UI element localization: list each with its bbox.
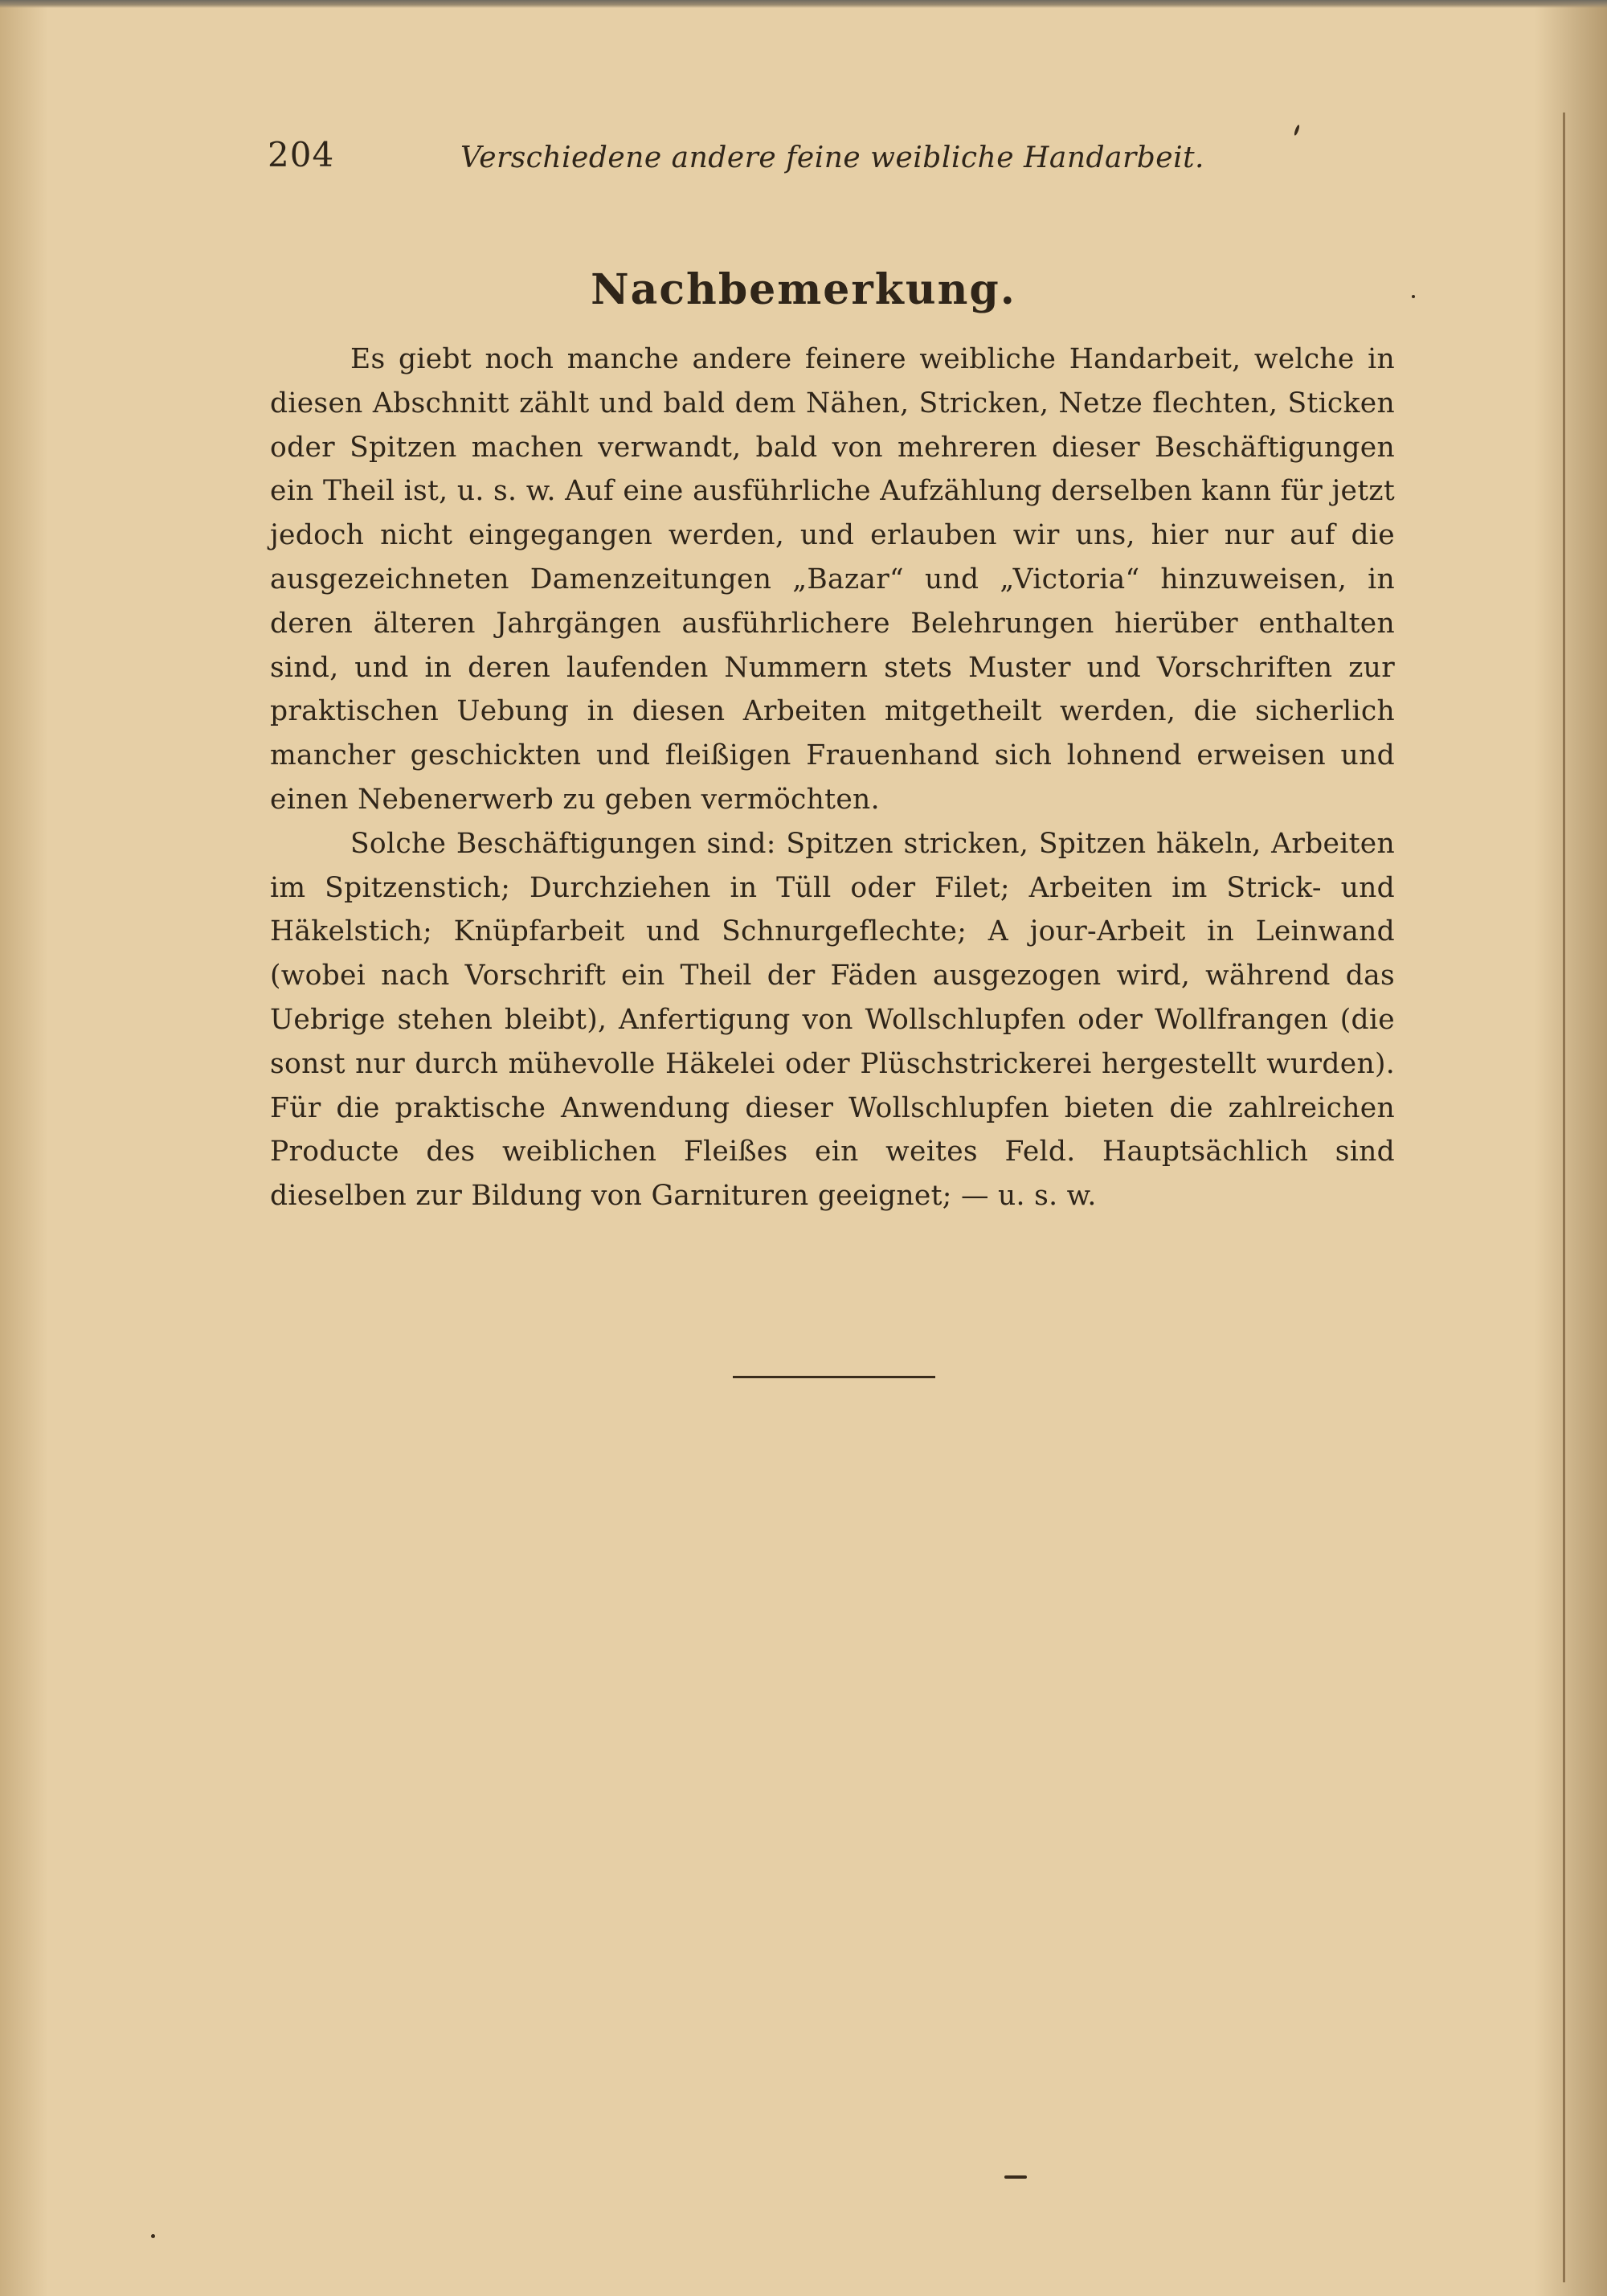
page-header xyxy=(268,135,1392,183)
page-number: 204 xyxy=(268,135,335,174)
top-page-edge xyxy=(0,0,1607,8)
paragraph-2: Solche Beschäftigungen sind: Spitzen stricken, Spitzen häkeln, Arbeiten im Spitzenstich; Durchziehen in Tüll oder Filet; Arbeiten im Strick- und Häkelstich; Knüpfarbeit und Schnurgeflechte; A jour-Arbeit in Leinwand (wobei nach Vorschrift ein Theil der Fäden ausgezogen wird, während das Uebrige stehen bleibt), Anfertigung von Wollschlupfen oder Wollfrangen (die sonst nur durch mühevolle Häkelei oder Plüschstrickerei hergestellt wurden). Für die praktische Anwendung dieser Wollschlupfen bieten die zahlreichen Producte des weiblichen Fleißes ein weites Feld. Hauptsächlich sind dieselben zur Bildung von Garnituren geeignet; — u. s. w. xyxy=(270,827,1395,1213)
paper-speck xyxy=(151,2234,155,2238)
section-title: Nachbemerkung. xyxy=(591,265,1016,314)
running-head: Verschiedene andere feine weibliche Handarbeit. xyxy=(460,141,1204,174)
paragraph-1: Es giebt noch manche andere feinere weibliche Handarbeit, welche in diesen Abschnitt zählt und bald dem Nähen, Stricken, Netze flechten, Sticken oder Spitzen machen verwandt, bald von mehreren dieser Beschäftigungen ein Theil ist, u. s. w. Auf eine ausführliche Aufzählung derselben kann für jetzt jedoch nicht eingegangen werden, und erlauben wir uns, hier nur auf die ausgezeichneten Damenzeitungen „Bazar“ und „Victoria“ hinzuweisen, in deren älteren Jahrgängen ausführlichere Belehrungen hierüber enthalten sind, und in deren laufenden Nummern stets Muster und Vorschriften zur praktischen Uebung in diesen Arbeiten mitgetheilt werden, die sicherlich mancher geschickten und fleißigen Frauenhand sich lohnend erweisen und einen Nebenerwerb zu geben vermöchten. xyxy=(270,343,1395,816)
paper-speck xyxy=(1412,295,1415,298)
right-page-fold xyxy=(1563,113,1565,2282)
page-edge-shadow xyxy=(1535,0,1607,2296)
body-text xyxy=(270,338,1395,1218)
paper-speck xyxy=(1004,2175,1027,2179)
end-of-section-rule xyxy=(733,1376,935,1378)
page-gutter-shadow xyxy=(0,0,48,2296)
